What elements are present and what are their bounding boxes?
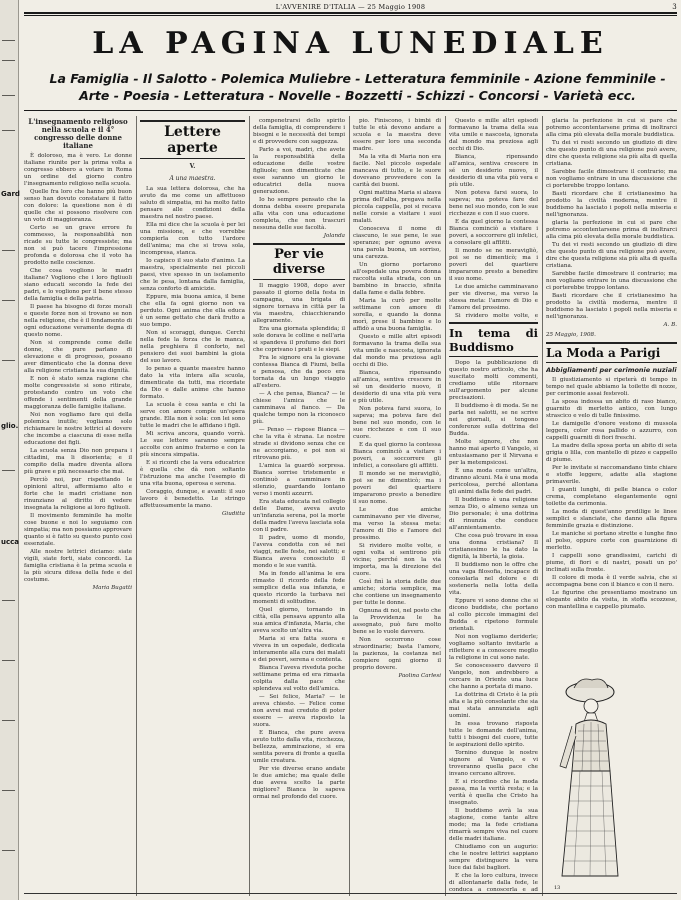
adjacent-page-gutter	[0, 0, 19, 900]
paragraph: Il buddismo è di moda. Se ne parla nei salotti, se ne scrive nei giornali, si tengono conferenze sulla dottrina del Budda.	[449, 403, 538, 437]
moda-heading: La Moda a Parigi	[546, 342, 677, 363]
paragraph: Il giustiziamento si ripeterà di tempo in tempo nel quale abbiamo la toilette di nozze, per cerimonie assai festevoli.	[546, 377, 677, 397]
moda-subheading: Abbigliamenti per cerimonie nuziali	[546, 366, 677, 374]
section-subtitle: La Famiglia - Il Salotto - Polemica Muliebre - Letteratura femminile - Azione femminile - Arte - Poesia - Letteratura - Novelle - Bozzetti - Schizzi - Concorsi - Varietà ecc.	[49, 71, 666, 103]
paragraph: pio. Finiscono, i bimbi di tutte le età devono andare a scuola e la maestra deve essere per loro una seconda madre.	[353, 118, 441, 152]
paragraph: Si rividero molte volte, e	[455, 313, 538, 319]
paragraph: Il maggio 1908, dopo aver passato il giorno della festa in campagna, una brigata di signore tornava in città per la via maestra, chiacchierando allegramente.	[253, 283, 345, 324]
salutation: A una maestra.	[169, 175, 216, 182]
paragraph: Quelle fra loro che hanno più buon senso han dovuto constatare il fatto con dolore: la questione non è di quelle che si possono risolvere con un voto di maggioranza.	[24, 189, 132, 223]
gutter-word: Gard	[1, 190, 20, 198]
column-1	[24, 118, 132, 892]
top-rule	[24, 12, 677, 16]
paragraph: Sarebbe facile dimostrare il contrario; ma non vogliamo entrare in una discussione che ci porterebbe troppo lontano.	[546, 169, 677, 189]
paragraph: Il paese ha bisogno di forze morali e queste forze non si trovano se non nella religione, che è il fondamento di ogni educazione veramente degna di questo nome.	[24, 304, 132, 338]
paragraph: Eppure vi sono donne che si dicono buddiste, che portano al collo piccole immagini del Budda e ripetono formule orientali.	[449, 598, 538, 632]
paragraph: E si ricordi che la vera educatrice è quella che dà non soltanto l'istruzione ma anche l'esempio di una vita buona, operosa e serena.	[140, 460, 245, 487]
paragraph: I guanti lunghi, di pelle bianca o color crema, completano elegantemente ogni toilette da cerimonia.	[546, 487, 677, 507]
paragraph: Io ho sempre pensato che la donna debba essere preparata alla vita con una educazione completa, che non trascuri nessuna delle sue facoltà.	[253, 197, 345, 231]
lettere-aperte-heading: Lettere aperte	[140, 120, 245, 159]
paragraph: Così finì la storia delle due amiche; storia semplice, ma che contiene un insegnamento per tutte le donne.	[353, 579, 441, 606]
paragraph: Il movimento femminile ha molte cose buone e noi lo seguiamo con simpatia; ma non possiamo approvare quanto si è fatto su questo punto così essenziale.	[24, 513, 132, 547]
paragraph: In essa trovano risposta tutte le domande dell'anima, tutti i bisogni del cuore, tutte le aspirazioni dello spirito.	[449, 721, 538, 748]
paragraph: Quel giorno, tornando in città, ella pensava appunto alla sua amica d'infanzia, Maria, che aveva scelto un'altra via.	[253, 607, 345, 634]
paragraph: Il mondo se ne meravigliò, poi se ne dimenticò; ma i poveri del quartiere impararono presto a benedire il suo nome.	[353, 471, 441, 505]
paragraph: Un giorno portarono all'ospedale una povera donna raccolta sulla strada, con un bambino in braccio, sfinita dalla fame e dalla febbre.	[353, 262, 441, 296]
date-line: 25 Maggio, 1908.	[546, 332, 596, 338]
paragraph: Il colore di moda è il verde salvia, che si accompagna bene con il bianco e con il nero.	[546, 575, 677, 588]
column-separator	[349, 116, 350, 896]
paragraph: Molte signore, che non hanno mai aperto il Vangelo, si entusiasmano per il Nirvana e per la metempsicosi.	[449, 439, 538, 466]
paragraph: Non poteva farsi suora, lo sapeva; ma poteva fare del bene nel suo mondo, con le sue ricchezze e con il suo cuore.	[449, 190, 538, 217]
paragraph: Basti ricordare che il cristianesimo ha prodotto la civiltà moderna, mentre il buddismo ha lasciato i popoli nella miseria e nell'ignoranza.	[546, 293, 677, 320]
paragraph: La sua lettera dolorosa, che ha avuto da me come un affettuoso saluto di simpatia, mi ha molto fatto pensare alle condizioni della maestra nel nostro paese.	[140, 186, 245, 220]
signature: A. B.	[663, 322, 677, 328]
paragraph: Eppure, mia buona amica, il bene che ella fa ogni giorno non va perduto. Ogni anima che ella educa è un seme gettato che darà frutto a suo tempo.	[140, 294, 245, 328]
paragraph: Basti ricordare che il cristianesimo ha prodotto la civiltà moderna, mentre il buddismo ha lasciato i popoli nella miseria e nell'ignoranza.	[546, 191, 677, 218]
paragraph: Non si comprende come delle donne, che pure parlano di elevazione e di progresso, possano aver dimenticato che la donna deve alla religione cristiana la sua dignità.	[24, 340, 132, 374]
paragraph: Perciò noi, pur rispettando le opinioni altrui, affermiamo alto e forte che le madri cristiane non rinunziano al diritto di vedere insegnata la religione ai loro figliuoli.	[24, 477, 132, 511]
column-3	[253, 118, 345, 892]
paragraph: Le figurine che presentiamo mostrano un elegante abito da visita, in stoffa scozzese, con mantellina e cappello piumato.	[546, 590, 677, 610]
buddismo-heading: In tema di Buddismo	[449, 322, 538, 357]
paragraph: — A che pensa, Bianca? — le chiese l'amica che le camminava al fianco. — Da qualche tempo non la riconosco più.	[253, 391, 345, 425]
paragraph: Era una giornata splendida; il sole dorava le colline e nell'aria si spandeva il profumo dei fiori che coprivano i prati e le siepi.	[253, 326, 345, 353]
signature: Maria Bugatti	[92, 585, 132, 591]
paragraph: E da quel giorno la contessa Bianca cominciò a visitare i poveri, a soccorrere gli infelici, a consolare gli afflitti.	[449, 219, 538, 246]
paragraph: È doloroso, ma è vero. Le donne italiane riunite per la prima volta a congresso ebbero a votare in Roma un ordine del giorno contro l'insegnamento religioso nella scuola.	[24, 153, 132, 187]
paragraph: — Sei felice, Maria? — le aveva chiesto. — Felice come non avrei mai creduto di poter essere — aveva risposto la suora.	[253, 694, 345, 728]
paragraph: Se conoscessero davvero il Vangelo, non andrebbero a cercare in Oriente una luce che hanno a portata di mano.	[449, 663, 538, 690]
paragraph: Ognuna di noi, nel posto che la Provvidenza le ha assegnato, può fare molto bene se lo vuole davvero.	[353, 608, 441, 635]
paragraph: Era stata educata nel collegio delle Dame, aveva avuto un'infanzia serena, poi la morte della madre l'aveva lasciata sola con il padre.	[253, 499, 345, 533]
subtitle-rule	[24, 110, 677, 111]
paragraph: Tu dei vi resti secondo un giudizio di dire che questo punto di una religione può avere, dire che questa religione sia più alta di quella cristiana.	[546, 140, 677, 167]
paragraph: E che la loro cultura, invece di allontanarle dalla fede, le conduca a conoscerla e ad	[449, 873, 538, 892]
paragraph: E si ricordino che la moda passa, ma la verità resta; e la verità è quella che Cristo ha insegnato.	[449, 779, 538, 806]
paragraph: Parlo a voi, madri, che avete la responsabilità della educazione delle vostre figliuole; non dimenticate che esse saranno un giorno le educatrici della nuova generazione.	[253, 147, 345, 195]
paragraph: Per le invitate si raccomandano tinte chiare e stoffe leggere, adatte alla stagione primaverile.	[546, 465, 677, 485]
paragraph: Io capisco il suo stato d'animo. La maestra, specialmente nei piccoli paesi, vive spesso in un isolamento che le pesa, lontana dalla famiglia, senza conforto di amicizie.	[140, 258, 245, 292]
paragraph: Maria la curò per molte settimane con amore di sorella, e quando la donna morì, prese il bambino e lo affidò a una buona famiglia.	[353, 298, 441, 332]
paragraph: Io penso a quante maestre hanno dato la vita intera alla scuola, dimenticate da tutti, ma ricordate da Dio e dalle anime che hanno formato.	[140, 366, 245, 400]
paragraph: Maria si era fatta suora e viveva in un ospedale, dedicata interamente alla cura dei malati e dei poveri, serena e contenta.	[253, 636, 345, 663]
paragraph: Il padre, uomo di mondo, l'aveva condotta con sé nei viaggi, nelle feste, nei salotti; e Bianca aveva conosciuto il mondo e le sue vanità.	[253, 535, 345, 569]
letter-number: V.	[189, 163, 196, 170]
paragraph: Il mondo se ne meravigliò, poi se ne dimenticò; ma i poveri del quartiere impararono presto a benedire il suo nome.	[449, 248, 538, 282]
paragraph: Questo e mille altri episodi formavano la trama della sua vita umile e nascosta, ignorata dal mondo ma preziosa agli occhi di Dio.	[353, 334, 441, 368]
bottom-rule	[24, 893, 677, 894]
gutter-word: glio.	[1, 422, 19, 430]
paragraph: La scuola senza Dio non prepara i cittadini, ma li disorienta; e il compito della madre diventa allora più grave e più necessario che mai.	[24, 448, 132, 475]
paragraph: Bianca, ripensando all'amica, sentiva crescere in sé un desiderio nuovo, il desiderio di una vita più vera e più utile.	[449, 154, 538, 188]
paragraph: compenetrarsi dello spirito della famiglia, di comprendere i bisogni e le necessità dei tempi e di provvedere con saggezza.	[253, 118, 345, 145]
paragraph: Le damigelle d'onore vestono di mussola leggera, color rosa pallido o azzurro, con cappelli guarniti di fiori freschi.	[546, 421, 677, 441]
paragraph: E non è stato senza ragione che molte congressiste si sono ritirate, protestando contro un voto che offende i sentimenti della grande maggioranza delle famiglie italiane.	[24, 376, 132, 410]
paragraph: Questo e mille altri episodi formavano la trama della sua vita umile e nascosta, ignorata dal mondo ma preziosa agli occhi di Dio.	[449, 118, 538, 152]
paragraph: Tornino dunque le nostre signore al Vangelo, e vi troveranno quella pace che invano cercano altrove.	[449, 750, 538, 777]
column-separator	[249, 116, 250, 896]
paragraph: Alle nostre lettrici diciamo: siate vigili, siate forti, siate concordi. La famiglia cristiana è la prima scuola e la più sicura difesa della fede e del costume.	[24, 549, 132, 583]
per-vie-diverse-heading: Per vie diverse	[253, 243, 345, 280]
signature: Giuditta	[221, 511, 245, 517]
page-number: 3	[672, 3, 677, 11]
running-head	[24, 3, 677, 11]
paragraph: Noi non vogliamo fare qui della polemica inutile; vogliamo solo richiamare le nostre lettrici al dovere che incombe a ciascuna di esse nella educazione dei figli.	[24, 412, 132, 446]
paragraph: Fra le signore era la giovane contessa Bianca di Fiumi, bella e pensosa, che da poco era tornata da un lungo viaggio all'estero.	[253, 355, 345, 389]
paragraph: I cappelli sono grandissimi, carichi di piume, di fiori e di nastri, posati un po' inclinati sulla fronte.	[546, 553, 677, 573]
paragraph: Ma in fondo all'anima le era rimasto il ricordo della fede semplice della sua infanzia, e questo ricordo la turbava nei momenti di solitudine.	[253, 571, 345, 605]
woman-in-dress-illustration	[554, 676, 624, 891]
paragraph: Coraggio, dunque, e avanti: il suo lavoro è benedetto. Le stringo affettuosamente la mano.	[140, 489, 245, 509]
newspaper-page	[24, 0, 677, 900]
column-separator	[542, 116, 543, 896]
column-separator	[136, 116, 137, 896]
paragraph: — Penso — rispose Bianca — che la vita è strana. Le nostre strade si dividono senza che ce ne accorgiamo, e poi non si ritrovano più.	[253, 427, 345, 461]
paragraph: La sposa indossa un abito di raso bianco, guarnito di merletto antico, con lungo strascico e velo di tulle finissimo.	[546, 399, 677, 419]
paragraph: E Bianca, che pure aveva avuto tutto dalla vita, ricchezza, bellezza, ammirazione, si era sentita povera di fronte a quella umile creatura.	[253, 730, 345, 764]
running-head-text: L'AVVENIRE D'ITALIA — 25 Maggio 1908	[275, 3, 426, 11]
paragraph: La dottrina di Cristo è la più alta e la più consolante che sia mai stata annunziata agli uomini.	[449, 692, 538, 719]
signature: Paolina Carlesi	[398, 673, 441, 679]
figure-caption: 13	[554, 885, 561, 891]
paragraph: Chiudiamo con un augurio: che le nostre lettrici sappiano sempre distinguere la vera luce dai falsi bagliori.	[449, 844, 538, 871]
signature: Jolanda	[323, 233, 345, 239]
paragraph: La scuola è cosa santa e chi la serve con amore compie un'opera grande. Ella non è sola: con lei sono tutte le madri che le affidano i figli.	[140, 402, 245, 429]
paragraph: Il buddismo è una religione senza Dio, o almeno senza un Dio personale; è una dottrina di rinunzia che conduce all'annientamento.	[449, 497, 538, 531]
paragraph: Per vie diverse erano andate le due amiche; ma quale delle due aveva scelto la parte migliore? Bianca lo sapeva ormai nel profondo del cuore.	[253, 766, 345, 800]
paragraph: La moda di quest'anno predilige le linee semplici e slanciate, che danno alla figura femminile grazia e distinzione.	[546, 509, 677, 529]
paragraph: L'amica la guardò sorpresa. Bianca sorrise tristemente e continuò a camminare in silenzio, guardando lontano verso i monti azzurri.	[253, 463, 345, 497]
paragraph: Le due amiche camminavano per vie diverse, ma verso la stessa meta: l'amore di Dio e l'amore del prossimo.	[353, 507, 441, 541]
column-5	[449, 118, 538, 892]
paragraph: Conosceva il nome di ciascuno, le sue pene, le sue speranze; per ognuno aveva una parola buona, un sorriso, una carezza.	[353, 226, 441, 260]
paragraph: Mi scriva ancora, quando vorrà. Le sue lettere saranno sempre accolte con animo fraterno e con la più sincera simpatia.	[140, 431, 245, 458]
masthead: LA PAGINA LUNEDIALE	[92, 26, 609, 61]
paragraph: Le maniche si portano strette e lunghe fino al polso, oppure corte con guarnizione di merletto.	[546, 531, 677, 551]
paragraph: Non si scoraggi, dunque. Cerchi nella fede la forza che le manca, nella preghiera il conforto, nel pensiero dei suoi bambini la gioia del suo lavoro.	[140, 330, 245, 364]
paragraph: Che cosa vogliono le madri italiane? Vogliono che i loro figliuoli siano educati secondo la fede dei padri, e lo vogliono per il bene stesso della famiglia e della patria.	[24, 268, 132, 302]
column-2	[140, 118, 245, 892]
paragraph: glaria la perfezione in cui si pare che potremo accontentarsene prima di inoltrarci alla cima più elevata della morale buddistica.	[546, 118, 677, 138]
paragraph: È una moda come un'altra, diranno alcuni. Ma è una moda pericolosa, perché allontana gli animi dalla fede dei padri.	[449, 468, 538, 495]
paragraph: Certo se un grave errore fu commesso, la responsabilità non ricade su tutte le congressiste; ma non si può tacere l'impressione profonda e dolorosa che il voto ha prodotto nelle coscienze.	[24, 225, 132, 266]
paragraph: Non poteva farsi suora, lo sapeva; ma poteva fare del bene nel suo mondo, con le sue ricchezze e con il suo cuore.	[353, 406, 441, 440]
paragraph: Ma la vita di Maria non era facile. Nel piccolo ospedale mancava di tutto, e le suore dovevano provvedere con la carità dei buoni.	[353, 154, 441, 188]
column-4	[353, 118, 441, 892]
paragraph: La madre della sposa porta un abito di seta grigia o lilla, con mantello di pizzo e cappello di piume.	[546, 443, 677, 463]
column-separator	[445, 116, 446, 896]
paragraph: Le due amiche camminavano per vie diverse, ma verso la stessa meta: l'amore di Dio e l'amore del prossimo.	[449, 284, 538, 311]
paragraph: Ogni mattina Maria si alzava prima dell'alba, pregava nella piccola cappella, poi si recava nelle corsie a visitare i suoi malati.	[353, 190, 441, 224]
gutter-word: ucca	[1, 538, 20, 546]
paragraph: E da quel giorno la contessa Bianca cominciò a visitare i poveri, a soccorrere gli infelici, a consolare gli afflitti.	[353, 442, 441, 469]
paragraph: Sarebbe facile dimostrare il contrario; ma non vogliamo entrare in una discussione che ci porterebbe troppo lontano.	[546, 271, 677, 291]
paragraph: Ella mi dice che la scuola è per lei una missione, e che vorrebbe compierla con tutto l'ardore dell'anima; ma che si trova sola, incompresa, stanca.	[140, 222, 245, 256]
paragraph: Il buddismo non le offre che una vaga filosofia, incapace di consolarla nel dolore e di sostenerla nella lotta della vita.	[449, 562, 538, 596]
paragraph: Si rividero molte volte, e ogni volta si sentirono più vicine; perché non la via importa, ma la direzione del cuore.	[353, 543, 441, 577]
paragraph: glaria la perfezione in cui si pare che potremo accontentarsene prima di inoltrarci alla cima più elevata della morale buddistica.	[546, 220, 677, 240]
paragraph: Dopo la pubblicazione di questo nostro articolo, che ha suscitato molti commenti, crediamo utile ritornare sull'argomento per alcune precisazioni.	[449, 360, 538, 401]
fashion-illustration	[554, 676, 624, 891]
paragraph: Bianca l'aveva riveduta poche settimane prima ed era rimasta colpita dalla pace che splendeva sul volto dell'amica.	[253, 665, 345, 692]
paragraph: Che cosa può trovare in essa una donna cristiana? Il cristianesimo le ha dato la dignità, la libertà, la gioia.	[449, 533, 538, 560]
paragraph: Noi non vogliamo deriderle; vogliamo soltanto invitarle a riflettere e a conoscere meglio la religione in cui sono nate.	[449, 634, 538, 661]
article-headline: L'insegnamento religioso nella scuola e il 4° congresso delle donne italiane	[28, 118, 128, 150]
paragraph: Tu dei vi resti secondo un giudizio di dire che questo punto di una religione può avere, dire che questa religione sia più alta di quella cristiana.	[546, 242, 677, 269]
paragraph: Bianca, ripensando all'amica, sentiva crescere in sé un desiderio nuovo, il desiderio di una vita più vera e più utile.	[353, 370, 441, 404]
paragraph: Non occorrono cose straordinarie; basta l'amore, la pazienza, la costanza nel compiere ogni giorno il proprio dovere.	[353, 637, 441, 671]
paragraph: Il buddismo avrà la sua stagione, come tante altre mode; ma la fede cristiana rimarrà sempre viva nel cuore delle madri italiane.	[449, 808, 538, 842]
